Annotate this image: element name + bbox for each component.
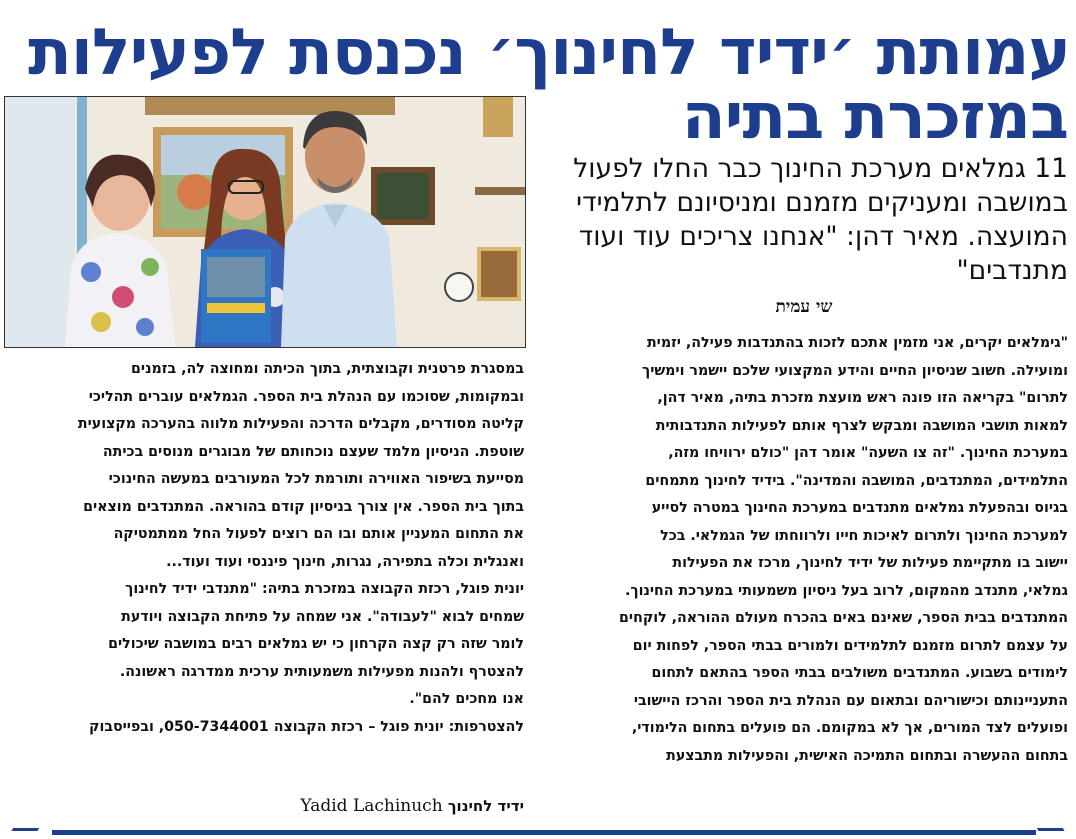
corner-ornament-left: [7, 828, 39, 839]
body-line: "גימלאים יקרים, אני מזמין אתכם לזכות בהתנדבות פעילה, יזמית: [646, 335, 1068, 351]
body-line: יישוב בו מתקיימת פעילות של ידיד לחינוך, מרכז את הפעילות: [672, 555, 1068, 571]
body-line: למאות תושבי המושבה ומבקש לצרף אותם לפעילות התנדבותית: [655, 417, 1068, 434]
body-line: שוטפת. הניסיון מלמד שעצם נוכחותם של מבוגרים מנוסים בכיתה: [102, 443, 524, 460]
subtitle-line: המועצה. מאיר דהן: "אנחנו צריכים עוד ועוד: [578, 221, 1068, 252]
body-line: לימודים בשבוע. המתנדבים משולבים בבתי הספר בהתאם לתחום: [651, 665, 1068, 681]
article-subtitle: [534, 152, 1068, 288]
body-line: להצטרפות: יונית פוגל – רכזת הקבוצה 050-7344001, ובפייסבוק: [89, 718, 524, 735]
body-line: ובמקומות, שסוכמו עם הנהלת בית הספר. הגמלאים עוברים תהליכי: [88, 388, 524, 405]
body-line: במסגרת פרטנית וקבוצתית, בתוך הכיתה ומחוצה לה, בזמנים: [131, 361, 524, 377]
headline-line-2: במזכרת בתיה: [681, 80, 1068, 154]
body-line: ואנגלית וכלה בתפירה, נגרות, חינוך פיננסי ועוד ועוד...: [166, 553, 524, 570]
body-line: התעניינותם וכישוריהם ובתאום עם הנהלת בית הספר והרכז היישובי: [633, 692, 1068, 709]
body-line: מסייעת בשיפור האווירה ותורמת לכל המעורבים במעשה החינוכי: [108, 471, 524, 487]
signature-hebrew: ידיד לחינוך: [447, 797, 524, 815]
corner-ornament-right: [1037, 828, 1069, 839]
body-line: לומר שזה רק קצה הקרחון כי יש גמלאים רבים במושבה שיכולים: [108, 636, 524, 652]
body-line: בתוך בית הספר. אין צורך בניסיון קודם בהוראה. המתנדבים מוצאים: [83, 498, 524, 515]
body-line: בתחום ההעשרה ובתחום התמיכה האישית, והפעילות מתבצעת: [666, 747, 1068, 764]
article-photo: [4, 96, 526, 348]
subtitle-line: 11 גמלאים מערכת החינוך כבר החלו לפעול: [573, 153, 1068, 184]
body-line: על עצמם לתרום מזמנם לתלמידים ולמורים בבתי הספר, לפחות יום: [632, 637, 1068, 654]
body-line: המתנדבים בבית הספר, שאינם באים בהכרח מעולם ההוראה, לוקחים: [619, 610, 1068, 626]
body-line: את התחום המעניין אותם ובו הם רוצים לפעול החל ממתמטיקה: [113, 526, 524, 542]
body-line: ומועילה. חשוב שניסיון החיים והידע המקצועי שלכם יישמר וימשיך: [642, 362, 1068, 379]
body-line: קליטה מסודרים, מקבלים הדרכה והפעילות מלווה בהערכה מקצועית: [77, 416, 524, 432]
author-byline: שי עמית: [775, 297, 833, 317]
body-line: ופועלים לצד המורים, אך לא במקומם. הם פועלים בתחום הלימודי,: [631, 720, 1068, 736]
body-line: בגיוס ובהפעלת גמלאים מתנדבים במערכת החינוך במטרה לסייע: [651, 500, 1068, 516]
body-line: להצטרף ולהנות מפעילות משמעותית ערכית ממדרגה ראשונה.: [119, 663, 524, 680]
bottom-divider: [52, 830, 1036, 835]
subtitle-line: מתנדבים": [956, 255, 1068, 286]
body-line: יונית פוגל, רכזת הקבוצה במזכרת בתיה: "מתנדבי ידיד לחינוך: [125, 581, 524, 597]
body-column-left: [4, 356, 524, 741]
body-line: גמלאי, מתנדב מהמקום, לרוב בעל ניסיון משמעותי במערכת החינוך.: [624, 582, 1068, 599]
body-line: שמחים לבוא "לעבודה". אני שמחה על פתיחת הקבוצה ויודעת: [121, 608, 524, 625]
signature-latin: Yadid Lachinuch: [300, 796, 443, 816]
article-signature: [4, 790, 524, 822]
body-line: למערכת החינוך ולתרום לאיכות חייו ולרווחתו של הגמלאי. בכל: [660, 527, 1068, 544]
body-column-right: [542, 330, 1068, 770]
body-line: התלמידים, המתנדבים, המושבה והמדינה". בידיד לחינוך מתמחים: [645, 472, 1068, 489]
body-line: במערכת החינוך. "זה צו השעה" אומר דהן "כולם ירוויחו מזה,: [668, 445, 1068, 461]
body-line: אנו מחכים להם".: [409, 691, 524, 707]
photo-illustration: [5, 97, 525, 347]
body-line: לתרום" בקריאה הזו פונה ראש מועצת מזכרת בתיה, מאיר דהן,: [657, 390, 1068, 406]
subtitle-line: במושבה ומעניקים מזמנם ומניסיונם לתלמידי: [576, 187, 1068, 218]
headline-line-1: עמותת ׳ידיד לחינוך׳ נכנסת לפעילות: [28, 16, 1070, 90]
